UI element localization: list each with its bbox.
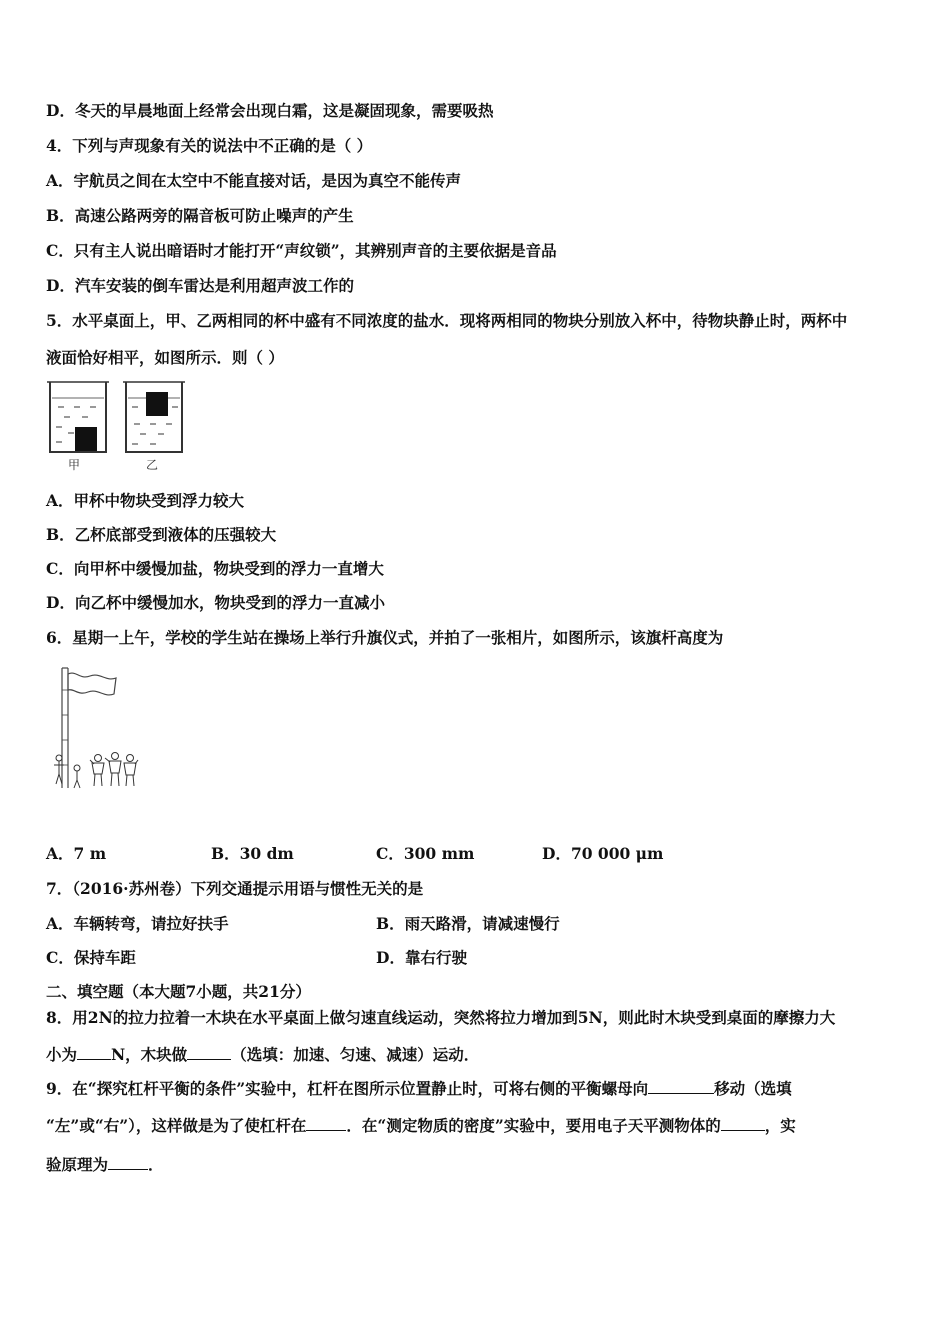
q4-stem: 4．下列与声现象有关的说法中不正确的是（ ） [46,136,373,155]
q8-blank-2[interactable] [187,1045,231,1060]
q7-option-a: A．车辆转弯，请拉好扶手 [46,914,229,933]
beaker-jia [47,382,109,452]
q5-option-a: A．甲杯中物块受到浮力较大 [46,491,245,510]
q9-stem-line1 [46,1079,792,1099]
q9-text-e: ，实 [764,1116,796,1135]
q9-stem-line3 [46,1155,164,1175]
q4-option-d: D．汽车安装的倒车雷达是利用超声波工作的 [46,276,354,295]
q3-option-d: D．冬天的早晨地面上经常会出现白霜，这是凝固现象，需要吸热 [46,101,494,120]
q7-option-b: B．雨天路滑，请减速慢行 [376,914,560,933]
q9-blank-3[interactable] [721,1116,765,1131]
q8-stem-line1: 8．用2N的拉力拉着一木块在水平桌面上做匀速直线运动，突然将拉力增加到5N，则此时木块受到桌面的摩擦力大 [46,1008,836,1027]
q5-stem-line1: 5．水平桌面上，甲、乙两相同的杯中盛有不同浓度的盐水．现将两相同的物块分别放入杯中，待物块静止时，两杯中 [46,311,848,330]
q9-text-f: 验原理为 [46,1155,109,1174]
q5-option-c: C．向甲杯中缓慢加盐，物块受到的浮力一直增大 [46,559,384,578]
q9-text-c: “左”或“右”），这样做是为了使杠杆在 [46,1116,307,1135]
block-jia [75,427,97,451]
q6-option-b: B．30 dm [211,844,294,863]
q9-text-b: 移动（选填 [714,1079,792,1098]
q8-text-b: N，木块做 [111,1045,188,1064]
q9-text-g: ． [148,1155,164,1174]
q4-option-a: A．宇航员之间在太空中不能直接对话，是因为真空不能传声 [46,171,462,190]
q7-option-d: D．靠右行驶 [376,948,467,967]
q9-text-d: ．在“测定物质的密度”实验中，要用电子天平测物体的 [346,1116,721,1135]
q8-text-c: （选填：加速、匀速、减速）运动． [231,1045,480,1064]
q5-stem-line2: 液面恰好相平，如图所示．则（ ） [46,348,284,367]
q9-text-a: 9．在“探究杠杆平衡的条件”实验中，杠杆在图所示位置静止时，可将右侧的平衡螺母向 [46,1079,649,1098]
flagpole-figure [50,660,150,795]
q6-stem: 6．星期一上午，学校的学生站在操场上举行升旗仪式，并拍了一张相片，如图所示，该旗杆高度为 [46,628,724,647]
q9-blank-4[interactable] [108,1155,148,1170]
flag [68,673,116,695]
q8-text-a: 小为 [46,1045,78,1064]
q7-option-c: C．保持车距 [46,948,136,967]
label-jia: 甲 [68,458,81,472]
block-yi [146,392,168,416]
q8-blank-1[interactable] [77,1045,111,1060]
q6-option-a: A．7 m [46,844,107,863]
q6-option-c: C．300 mm [376,844,475,863]
q8-stem-line2 [46,1045,479,1065]
q6-option-d: D．70 000 μm [542,844,664,863]
q9-blank-2[interactable] [306,1116,346,1131]
beaker-yi [123,382,185,452]
q9-blank-1[interactable] [648,1079,714,1094]
q9-stem-line2 [46,1116,796,1136]
q5-option-d: D．向乙杯中缓慢加水，物块受到的浮力一直减小 [46,593,385,612]
students [54,753,138,789]
beakers-figure [44,378,194,474]
q7-stem: 7．（2016·苏州卷）下列交通提示用语与惯性无关的是 [46,879,424,898]
q4-option-b: B．高速公路两旁的隔音板可防止噪声的产生 [46,206,354,225]
section-2-heading: 二、填空题（本大题7小题，共21分） [46,982,311,1001]
q4-option-c: C．只有主人说出暗语时才能打开“声纹锁”，其辨别声音的主要依据是音品 [46,241,557,260]
q5-option-b: B．乙杯底部受到液体的压强较大 [46,525,277,544]
label-yi: 乙 [146,458,159,472]
